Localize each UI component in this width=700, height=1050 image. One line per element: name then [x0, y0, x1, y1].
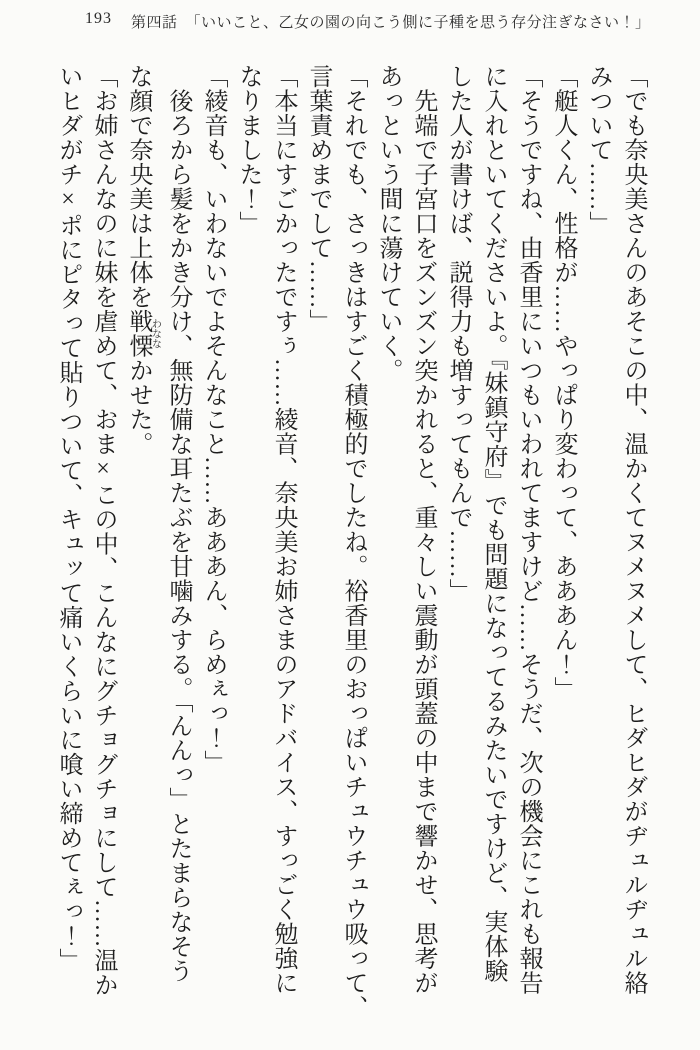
text-line-with-ruby — [120, 64, 160, 1016]
ruby-pre-text: な顔で奈央美は上体を — [125, 64, 151, 309]
page-number: 193 — [85, 10, 112, 27]
running-head — [0, 10, 700, 34]
text-line: 「そうですね、由香里にいつもいわれてますけど……そうだ、次の機会にこれも報告 — [515, 64, 541, 995]
text-line: 先端で子宮口をズンズン突かれると、重々しい震動が頭蓋の中まで響かせ、思考が — [410, 64, 436, 995]
ruby-post-text: かせた。 — [125, 358, 151, 456]
text-line: 後ろから髪をかき分け、無防備な耳たぶを甘噛みする。「んんっ」とたまらなそう — [165, 64, 191, 983]
chapter-title: 第四話 「いいこと、乙女の園の向こう側に子種を思う存分注ぎなさい！」 — [131, 15, 651, 31]
text-line: みついて……」 — [585, 64, 611, 236]
text-line: 「本当にすごかったですぅ……綾音、奈央美お姉さまのアドバイス、すっごく勉強に — [270, 64, 296, 995]
text-line: 「お姉さんなのに妹を虐めて、おま×この中、こんなにグチョグチョにして……温か — [90, 64, 116, 997]
text-line: いヒダがチ×ポにピタって貼りついて、キュッて痛いくらいに喰い締めてぇっ！」 — [55, 64, 81, 973]
text-line: なりました！」 — [235, 64, 261, 236]
ruby-annotation — [125, 309, 161, 358]
ruby-base-text: 戦慄 — [125, 309, 151, 358]
text-line: 「綾音も、いわないでよそんなこと……あああん、らめぇっ！」 — [200, 64, 226, 775]
text-line: 言葉責めまでして……」 — [305, 64, 331, 334]
text-line: 「それでも、さっきはすごく積極的でしたね。裕香里のおっぱいチュウチュウ吸って、 — [340, 64, 366, 1020]
vertical-text-body — [50, 64, 650, 1020]
text-line: あっという間に蕩けていく。 — [375, 64, 401, 383]
text-line: 「艇人くん、性格が……やっぱり変わって、あああん！」 — [550, 64, 576, 701]
text-line: に入れといてくださいよ。『妹鎮守府』でも問題になってるみたいですけど、実体験 — [480, 64, 506, 983]
text-line: した人が書けば、説得力も増すってもんで……」 — [445, 64, 471, 603]
furigana-text: わなな — [149, 309, 161, 358]
text-line: 「でも奈央美さんのあそこの中、温かくてヌメヌメして、ヒダヒダがヂュルヂュル絡 — [620, 64, 646, 995]
